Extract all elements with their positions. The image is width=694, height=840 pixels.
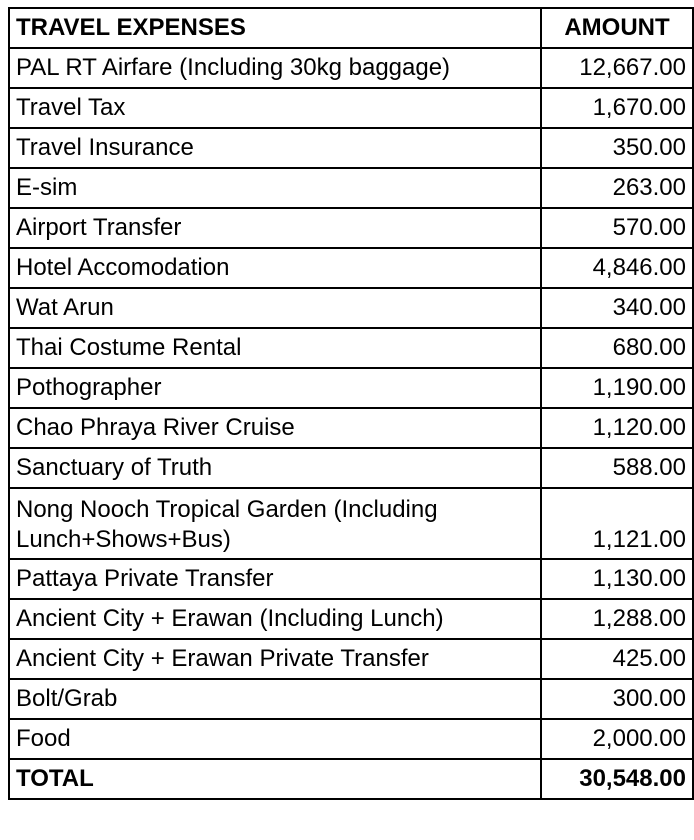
total-row xyxy=(9,759,693,799)
total-label: TOTAL xyxy=(9,759,541,799)
table-header-row xyxy=(9,8,693,48)
expense-amount: 350.00 xyxy=(541,128,693,168)
expense-amount: 425.00 xyxy=(541,639,693,679)
expense-amount: 300.00 xyxy=(541,679,693,719)
expense-label: Pothographer xyxy=(9,368,541,408)
expense-label: Chao Phraya River Cruise xyxy=(9,408,541,448)
travel-expenses-table xyxy=(8,7,694,800)
expense-label: Sanctuary of Truth xyxy=(9,448,541,488)
expense-label: Ancient City + Erawan (Including Lunch) xyxy=(9,599,541,639)
expense-amount: 1,288.00 xyxy=(541,599,693,639)
table-row xyxy=(9,48,693,88)
expense-amount: 12,667.00 xyxy=(541,48,693,88)
expense-amount: 680.00 xyxy=(541,328,693,368)
expense-amount: 1,121.00 xyxy=(541,488,693,559)
expense-amount: 340.00 xyxy=(541,288,693,328)
expense-amount: 263.00 xyxy=(541,168,693,208)
total-amount: 30,548.00 xyxy=(541,759,693,799)
table-row xyxy=(9,448,693,488)
table-row xyxy=(9,328,693,368)
expense-label: PAL RT Airfare (Including 30kg baggage) xyxy=(9,48,541,88)
table-row xyxy=(9,88,693,128)
table-row xyxy=(9,408,693,448)
table-row xyxy=(9,288,693,328)
expense-label: Nong Nooch Tropical Garden (Including Lunch+Shows+Bus) xyxy=(9,488,541,559)
expense-label: Thai Costume Rental xyxy=(9,328,541,368)
expense-label: Travel Insurance xyxy=(9,128,541,168)
expense-label: Hotel Accomodation xyxy=(9,248,541,288)
table-row xyxy=(9,719,693,759)
table-row xyxy=(9,639,693,679)
table-row xyxy=(9,248,693,288)
expense-label: Bolt/Grab xyxy=(9,679,541,719)
expense-label: E-sim xyxy=(9,168,541,208)
expense-label: Travel Tax xyxy=(9,88,541,128)
expense-label: Food xyxy=(9,719,541,759)
expense-amount: 1,120.00 xyxy=(541,408,693,448)
expense-amount: 588.00 xyxy=(541,448,693,488)
expense-amount: 1,670.00 xyxy=(541,88,693,128)
table-row xyxy=(9,559,693,599)
expense-amount: 1,190.00 xyxy=(541,368,693,408)
expense-amount: 1,130.00 xyxy=(541,559,693,599)
table-row xyxy=(9,599,693,639)
expense-label: Ancient City + Erawan Private Transfer xyxy=(9,639,541,679)
table-row xyxy=(9,208,693,248)
expense-label: Airport Transfer xyxy=(9,208,541,248)
expense-amount: 4,846.00 xyxy=(541,248,693,288)
header-amount: AMOUNT xyxy=(541,8,693,48)
table-row xyxy=(9,168,693,208)
expense-label: Wat Arun xyxy=(9,288,541,328)
expense-amount: 2,000.00 xyxy=(541,719,693,759)
expense-amount: 570.00 xyxy=(541,208,693,248)
table-row xyxy=(9,488,693,559)
header-label: TRAVEL EXPENSES xyxy=(9,8,541,48)
table-row xyxy=(9,368,693,408)
table-row xyxy=(9,128,693,168)
table-row xyxy=(9,679,693,719)
expense-label: Pattaya Private Transfer xyxy=(9,559,541,599)
